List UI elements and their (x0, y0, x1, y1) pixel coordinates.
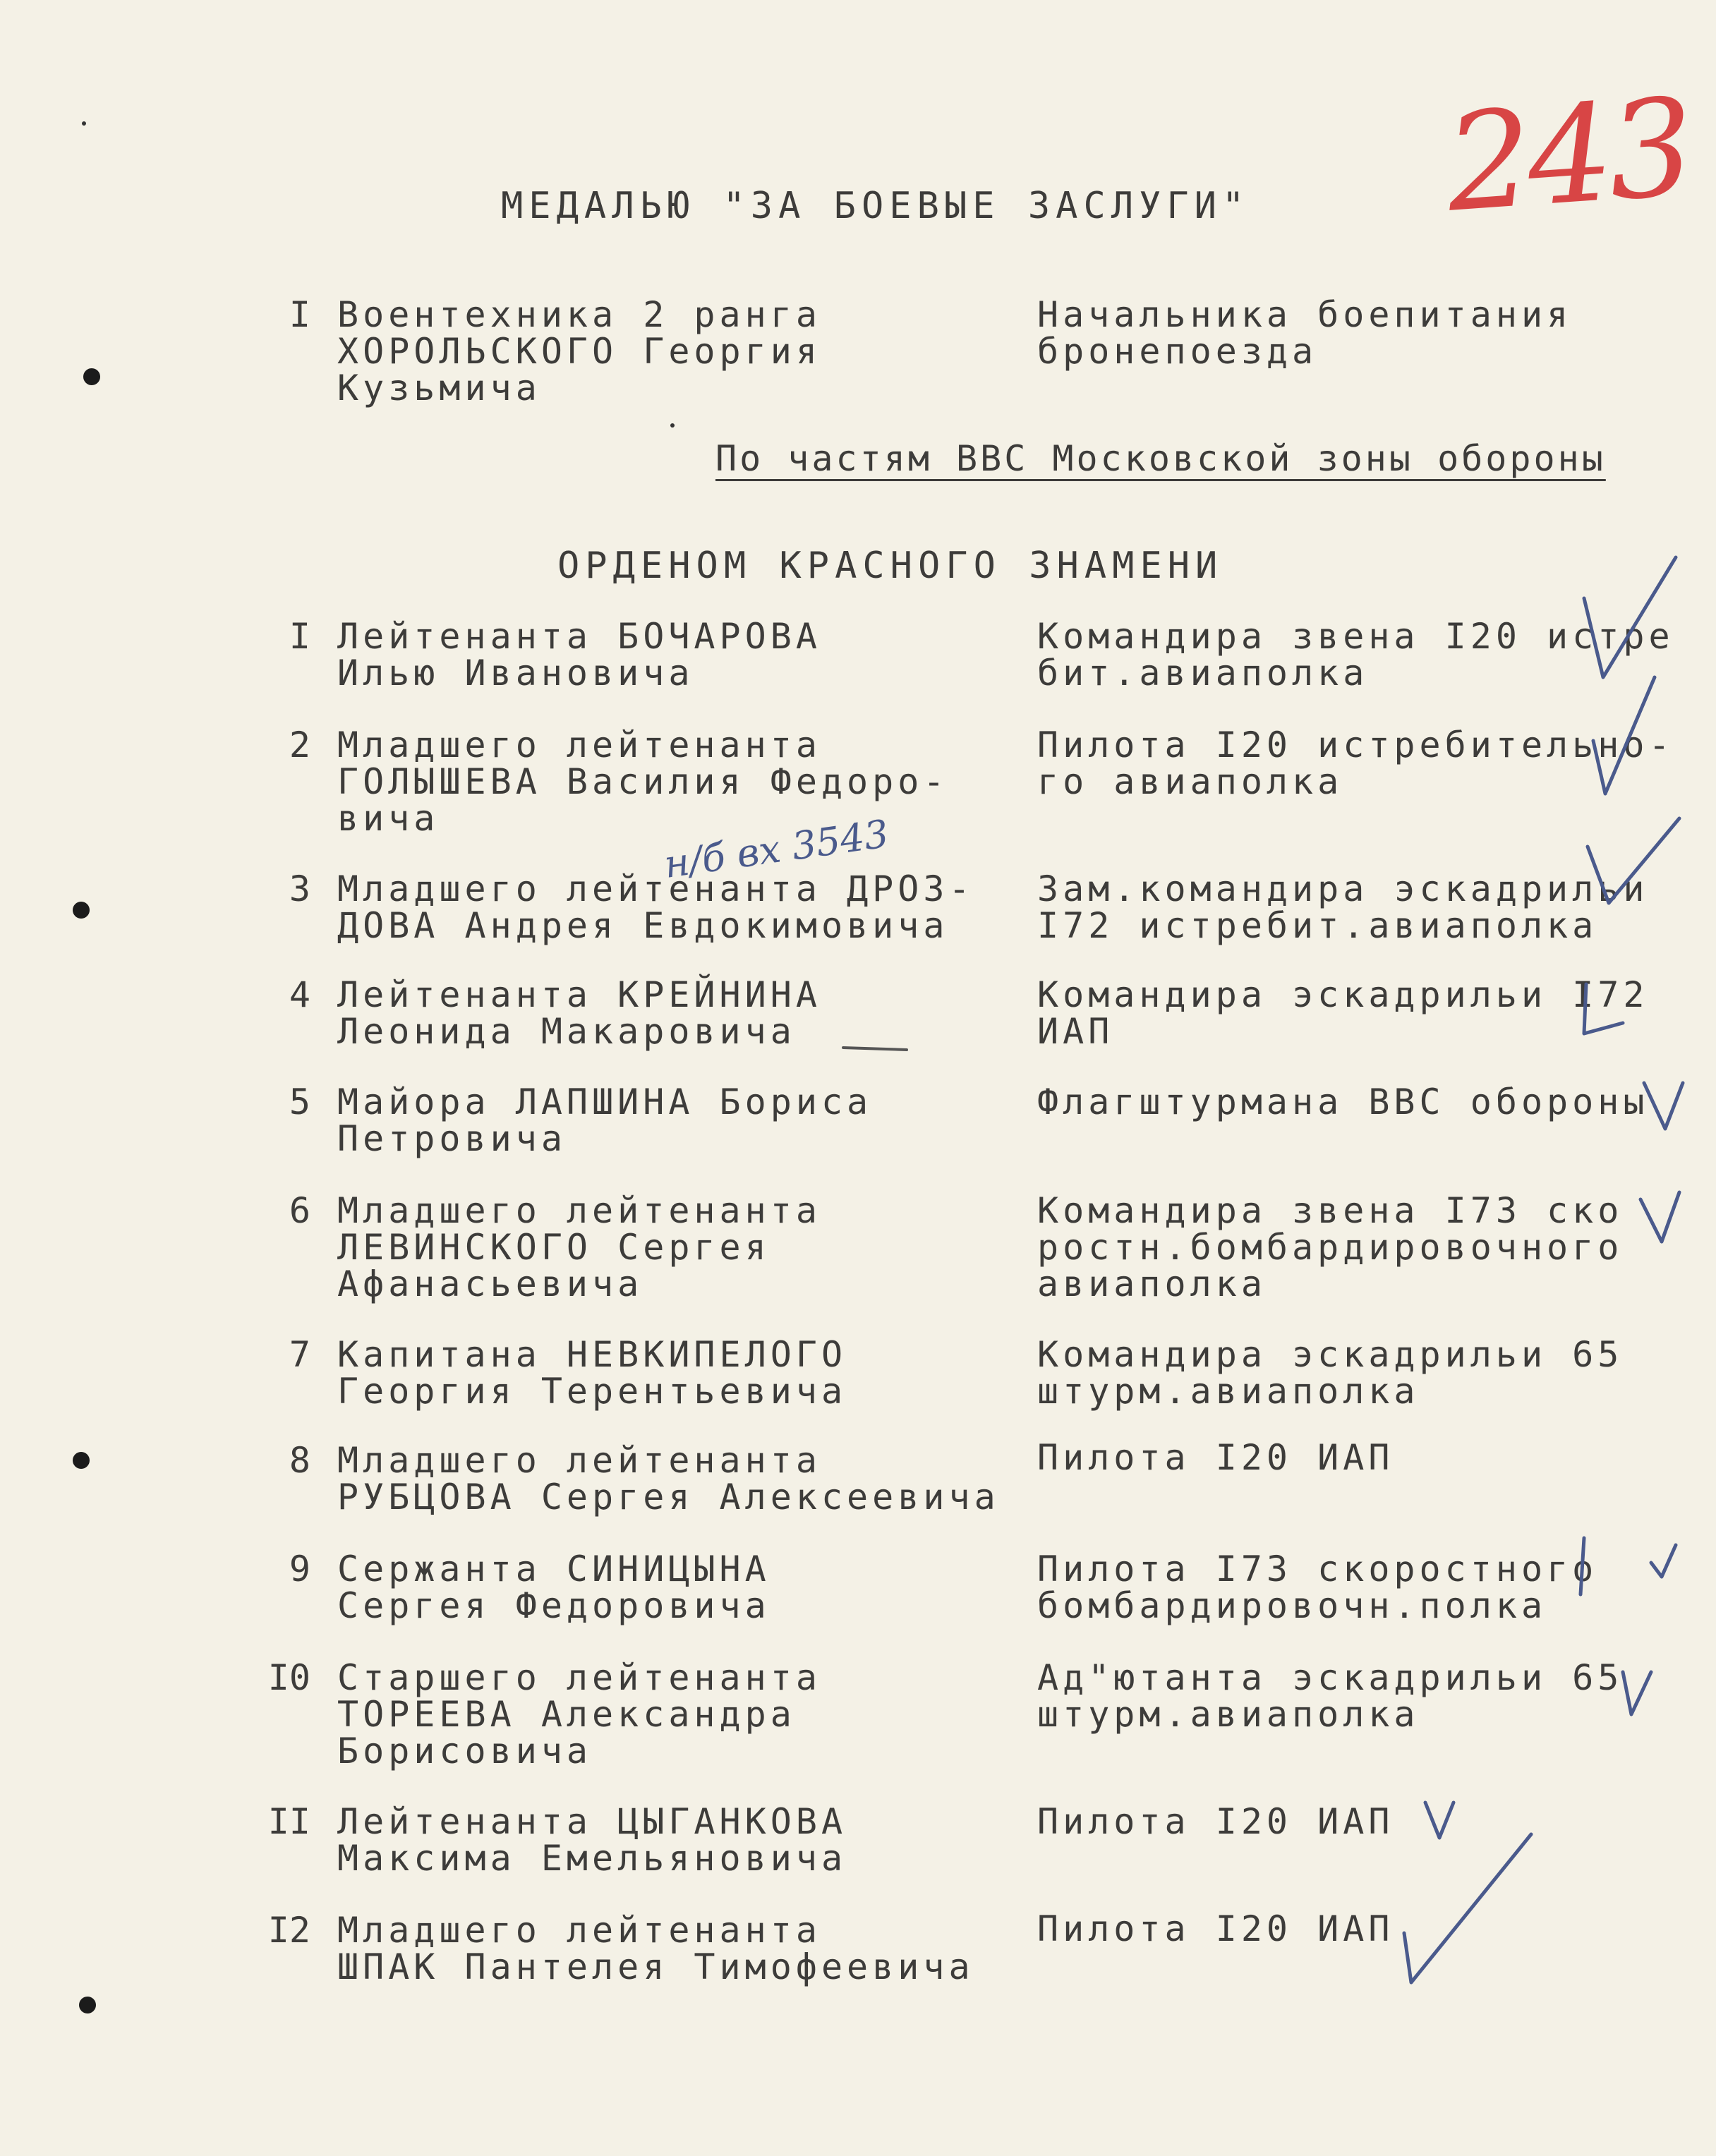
entry-name-line: Максима Емельяновича (337, 1838, 847, 1879)
entry-number: 3 (289, 868, 310, 909)
page-number-handwritten: 243 (1441, 69, 1695, 242)
check-mark-icon (1623, 1672, 1651, 1714)
entry-position-line: Ад"ютанта эскадрильи 65 (1037, 1657, 1624, 1698)
handwritten-note: н/б вх 3543 (661, 811, 892, 887)
medal-entry-name-line: Кузьмича (337, 368, 541, 408)
check-mark-icon (1584, 984, 1623, 1034)
entry-name-line: ЛЕВИНСКОГО Сергея (337, 1227, 771, 1268)
entry-name-line: Сержанта СИНИЦЫНА (337, 1549, 771, 1589)
entry-number: II (267, 1801, 310, 1842)
entry-name-line: Афанасьевича (337, 1264, 644, 1304)
entry-name-line: Капитана НЕВКИПЕЛОГО (337, 1334, 847, 1375)
entry-name-line: Младшего лейтенанта (337, 1190, 821, 1231)
entry-name-line: Майора ЛАПШИНА Бориса (337, 1082, 873, 1122)
check-mark-icon (1425, 1803, 1454, 1838)
entry-position-line: Пилота I20 истребительно- (1037, 725, 1674, 765)
entry-number: 9 (289, 1549, 310, 1589)
section-title: По частям ВВС Московской зоны обороны (715, 438, 1606, 479)
entry-name-line: Младшего лейтенанта (337, 725, 821, 765)
entry-name-line: Лейтенанта ЦЫГАНКОВА (337, 1801, 847, 1842)
entry-position-line: ростн.бомбардировочного (1037, 1227, 1624, 1268)
entry-position-line: Пилота I73 скоростного (1037, 1549, 1598, 1589)
entry-name-line: Илью Ивановича (337, 653, 694, 694)
entry-name-line: Младшего лейтенанта (337, 1910, 821, 1951)
entry-position-line: Пилота I20 ИАП (1037, 1437, 1394, 1478)
entry-position-line: штурм.авиаполка (1037, 1371, 1420, 1412)
medal-heading: МЕДАЛЬЮ "ЗА БОЕВЫЕ ЗАСЛУГИ" (501, 185, 1250, 227)
entry-name-line: Младшего лейтенанта ДРОЗ- (337, 868, 974, 909)
entry-number: 6 (289, 1190, 310, 1231)
medal-entry-position-line: Начальника боепитания (1037, 294, 1573, 335)
entry-name-line: Лейтенанта КРЕЙНИНА (337, 974, 821, 1015)
entry-name-line: вича (337, 798, 440, 839)
entry-name-line: Георгия Терентьевича (337, 1371, 847, 1412)
entry-position-line: авиаполка (1037, 1264, 1267, 1304)
entry-name-line: Сергея Федоровича (337, 1585, 771, 1626)
entry-number: 7 (289, 1334, 310, 1375)
entry-position-line: Пилота I20 ИАП (1037, 1908, 1394, 1949)
entry-position-line: бит.авиаполка (1037, 653, 1369, 694)
entry-name-line: РУБЦОВА Сергея Алексеевича (337, 1477, 1000, 1518)
entry-number: 8 (289, 1440, 310, 1481)
entry-name-line: Младшего лейтенанта (337, 1440, 821, 1481)
entry-number: 4 (289, 974, 310, 1015)
entry-name-line: Леонида Макаровича (337, 1011, 796, 1052)
check-mark-icon (1641, 1192, 1679, 1242)
entry-number: I (289, 616, 310, 657)
pencil-stroke (843, 1048, 907, 1050)
entry-name-line: Старшего лейтенанта (337, 1657, 821, 1698)
entry-position-line: Зам.командира эскадрильи (1037, 868, 1649, 909)
check-mark-icon (1593, 677, 1655, 794)
check-mark-icon (1588, 818, 1679, 903)
entry-name-line: ТОРЕЕВА Александра (337, 1694, 796, 1735)
medal-entry-position-line: бронепоезда (1037, 331, 1318, 372)
entry-position-line: Флагштурмана ВВС обороны (1037, 1082, 1649, 1122)
entry-name-line: ШПАК Пантелея Тимофеевича (337, 1946, 974, 1987)
entry-name-line: Лейтенанта БОЧАРОВА (337, 616, 821, 657)
entry-position-line: го авиаполка (1037, 761, 1343, 802)
entry-position-line: Командира эскадрильи 65 (1037, 1334, 1624, 1375)
entry-position-line: Командира эскадрильи I72 (1037, 974, 1649, 1015)
entry-name-line: Борисовича (337, 1731, 593, 1772)
entry-name-line: ДОВА Андрея Евдокимовича (337, 905, 949, 946)
check-mark-icon (1644, 1083, 1683, 1129)
check-mark-icon (1581, 1538, 1676, 1594)
medal-entry-name-line: Воентехника 2 ранга (337, 294, 821, 335)
medal-entry-number: I (289, 294, 310, 335)
entry-position-line: штурм.авиаполка (1037, 1694, 1420, 1735)
entry-position-line: ИАП (1037, 1011, 1114, 1052)
entry-number: I0 (267, 1657, 310, 1698)
entry-number: I2 (267, 1910, 310, 1951)
medal-entry-name-line: ХОРОЛЬСКОГО Георгия (337, 331, 821, 372)
entry-position-line: Пилота I20 ИАП (1037, 1801, 1394, 1842)
entry-position-line: I72 истребит.авиаполка (1037, 905, 1598, 946)
entry-position-line: Командира звена I20 истре (1037, 616, 1674, 657)
entry-number: 2 (289, 725, 310, 765)
entry-number: 5 (289, 1082, 310, 1122)
entry-position-line: бомбардировочн.полка (1037, 1585, 1547, 1626)
order-heading: ОРДЕНОМ КРАСНОГО ЗНАМЕНИ (557, 545, 1223, 587)
entry-name-line: ГОЛЫШЕВА Василия Федоро- (337, 761, 949, 802)
check-mark-icon (1404, 1834, 1531, 1982)
entry-name-line: Петровича (337, 1118, 567, 1159)
check-mark-icon (1584, 557, 1676, 677)
entry-position-line: Командира звена I73 ско (1037, 1190, 1624, 1231)
